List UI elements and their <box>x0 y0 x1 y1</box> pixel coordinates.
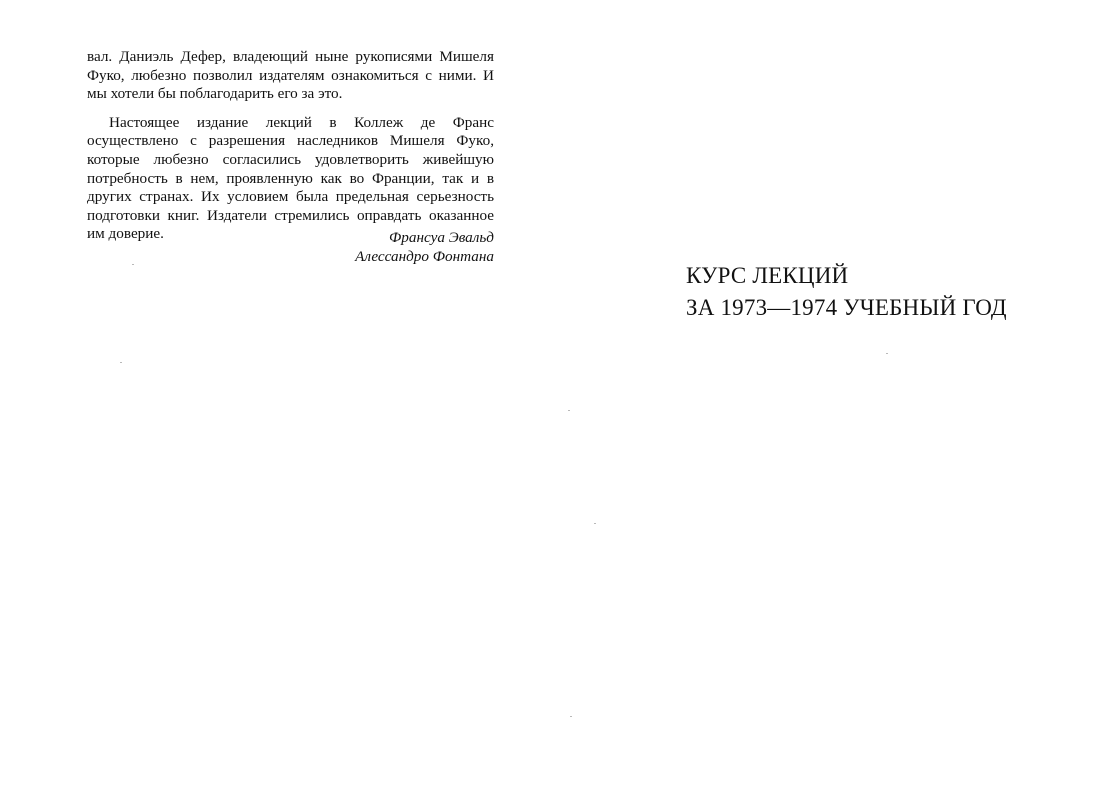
half-title <box>686 260 1007 324</box>
scan-speck <box>132 264 134 265</box>
signature-fontana: Алессандро Фонтана <box>355 248 494 265</box>
title-line-year: ЗА 1973—1974 УЧЕБНЫЙ ГОД <box>686 295 1007 320</box>
scan-speck <box>594 523 596 524</box>
scan-speck <box>568 410 570 411</box>
left-page <box>0 0 547 800</box>
scan-speck <box>120 362 122 363</box>
scan-speck <box>570 716 572 717</box>
body-text <box>87 48 494 244</box>
paragraph-acknowledgement: вал. Даниэль Дефер, владеющий ныне рукописями Мишеля Фуко, любезно позволил издателям ознакомиться с ними. И мы хотели бы поблагодарить его за это. <box>87 48 494 103</box>
title-line-course: КУРС ЛЕКЦИЙ <box>686 263 849 288</box>
paragraph-edition-note: Настоящее издание лекций в Коллеж де Франс осуществлено с разрешения наследников Мишеля Фуко, которые любезно согласились удовлетворить живейшую потребность в нем, проявленную как во Франции, так и в других странах. Их условием была предельная серьезность подготовки книг. Издатели стремились оправдать оказанное им доверие. <box>87 113 494 243</box>
right-page <box>548 0 1095 800</box>
signature-ewald: Франсуа Эвальд <box>389 229 494 246</box>
editors-signature <box>355 228 494 266</box>
scan-speck <box>886 353 888 354</box>
